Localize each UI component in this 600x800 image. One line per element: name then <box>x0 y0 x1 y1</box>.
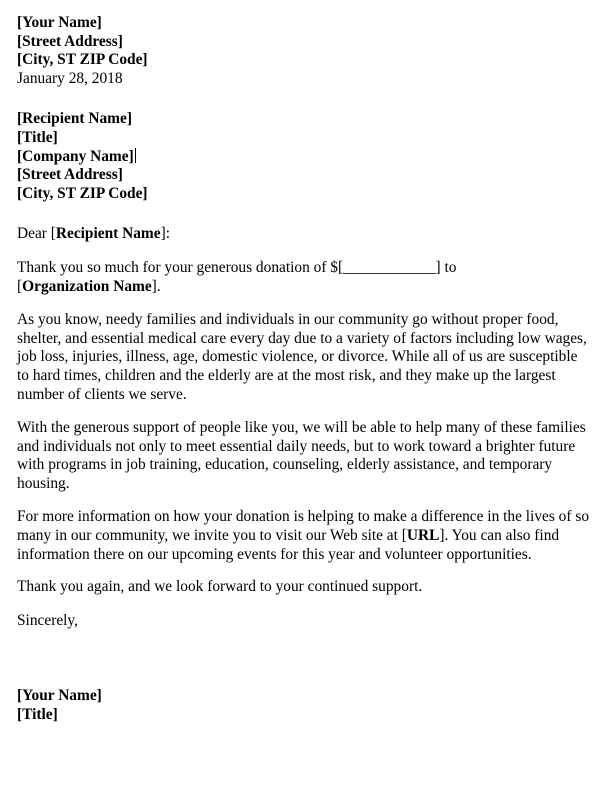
recipient-street: [Street Address] <box>17 166 123 184</box>
info-before: For more information on how your donation is helping to make a difference in the lives of so many in our community, we invite you to visit our Web site at [ <box>17 508 590 545</box>
salutation-name: Recipient Name <box>55 225 161 243</box>
signature-name: [Your Name] <box>17 687 102 705</box>
org-close: ]. <box>151 277 161 295</box>
donation-text: Thank you so much for your generous donation of $[____________] to <box>17 258 457 276</box>
recipient-block <box>17 110 590 203</box>
info-after: ]. You can also find information there on our upcoming events for this year and volunteer opportunities. <box>17 527 560 563</box>
closing: Sincerely, <box>17 611 78 629</box>
thanks-paragraph: Thank you again, and we look forward to your continued support. <box>17 578 423 596</box>
recipient-title: [Title] <box>17 128 58 146</box>
org-open: [ <box>17 277 23 295</box>
recipient-company: [Company Name] <box>17 147 134 165</box>
signature-title: [Title] <box>17 706 58 724</box>
text-cursor <box>135 148 136 163</box>
info-url: URL <box>406 527 440 545</box>
sender-street: [Street Address] <box>17 32 123 50</box>
letter-date: January 28, 2018 <box>17 69 123 87</box>
signature-block <box>17 687 590 724</box>
recipient-city: [City, ST ZIP Code] <box>17 184 148 202</box>
recipient-company-line <box>17 148 590 167</box>
sender-block <box>17 14 590 88</box>
recipient-name: [Recipient Name] <box>17 110 132 128</box>
info-paragraph <box>17 508 590 564</box>
need-paragraph: As you know, needy families and individuals in our community go without proper food, shelter, and essential medical care every day due to a variety of factors including low wages, job loss, injuries, illness, age, domestic violence, or divorce. While all of us are susceptible to hard times, children and the elderly are at the most risk, and they make up the largest number of clients we serve. <box>17 311 587 403</box>
sender-city: [City, ST ZIP Code] <box>17 51 148 69</box>
salutation-suffix: ]: <box>160 225 170 243</box>
org-name: Organization Name <box>22 277 152 295</box>
sender-name: [Your Name] <box>17 14 102 31</box>
support-paragraph: With the generous support of people like you, we will be able to help many of these families and individuals not only to meet essential daily needs, but to work toward a brighter future with programs in job training, education, counseling, elderly assistance, and temporary housing. <box>17 419 586 492</box>
salutation-prefix: Dear [ <box>17 225 56 243</box>
donation-paragraph <box>17 259 590 296</box>
salutation <box>17 225 590 244</box>
